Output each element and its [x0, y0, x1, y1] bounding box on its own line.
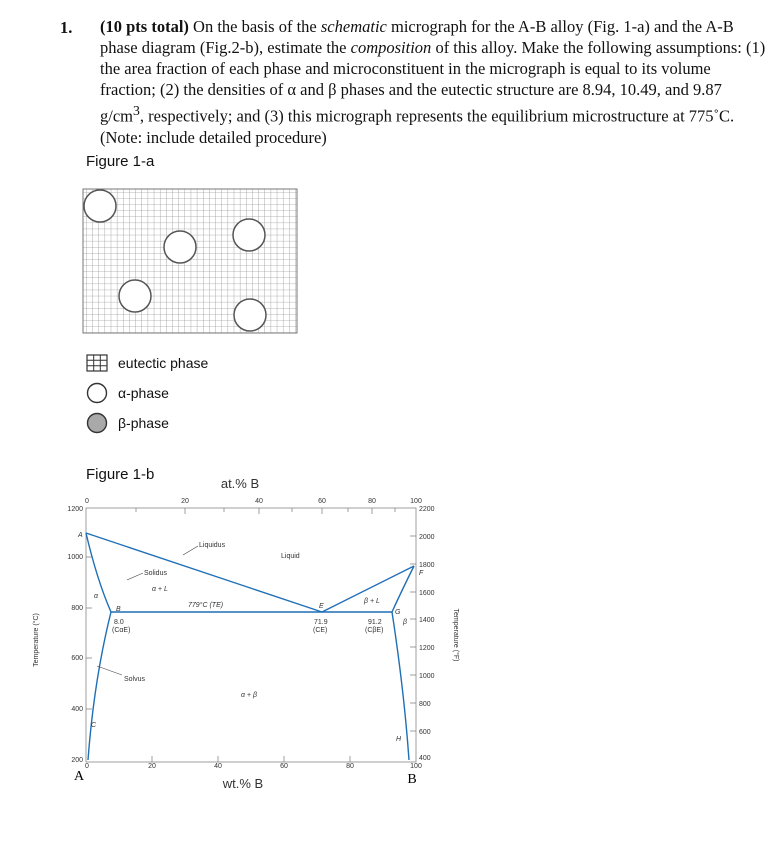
left-axis-title: Temperature (°C)	[33, 613, 40, 667]
c-alpha-e-label: (CαE)	[112, 627, 131, 634]
question-text-part: micrograph for the A-B alloy (Fig. 1-a) and the A-B phase diagram (Fig.2-b), estimate the	[100, 17, 734, 57]
point-e-label: E	[319, 603, 324, 610]
figure-1a-label: Figure 1-a	[86, 153, 155, 170]
alpha-particle	[84, 190, 116, 222]
point-g-label: G	[395, 609, 401, 616]
right-tick-label: 1600	[419, 590, 435, 597]
question-superscript: 3	[133, 103, 140, 118]
question-points: (10 pts total)	[100, 17, 189, 36]
right-tick-label: 1800	[419, 562, 435, 569]
top-axis-title: at.% B	[220, 476, 260, 491]
diagram-labels	[77, 532, 424, 743]
top-tick-label: 40	[255, 498, 263, 505]
right-tick-marks	[410, 536, 416, 731]
top-tick-label: 0	[85, 498, 89, 505]
right-tick-label: 1000	[419, 673, 435, 680]
region-beta-liquid-label: β + L	[364, 598, 380, 605]
question-text-part: On the basis of the	[188, 17, 321, 36]
top-tick-label: 100	[410, 498, 422, 505]
point-a-label: A	[78, 532, 83, 539]
eutectic-temp-label: 779°C (TE)	[188, 602, 224, 609]
legend-eutectic	[86, 354, 208, 372]
right-ticks	[419, 506, 435, 762]
left-tick-label: 1000	[67, 554, 83, 561]
c-beta-e-value: 91.2	[368, 619, 382, 626]
left-tick-label: 800	[71, 605, 83, 612]
right-tick-label: 2200	[419, 506, 435, 513]
top-tick-label: 20	[181, 498, 189, 505]
top-tick-label: 80	[368, 498, 376, 505]
bottom-ticks	[85, 763, 422, 770]
c-beta-e-label: (CβE)	[365, 627, 384, 634]
bottom-axis-title: wt.% B	[222, 776, 264, 791]
plot-frame	[86, 508, 416, 762]
bottom-tick-label: 60	[280, 763, 288, 770]
bottom-tick-label: 100	[410, 763, 422, 770]
c-e-label: (CE)	[313, 627, 328, 634]
solvus-label: Solvus	[124, 676, 146, 683]
liquidus-label: Liquidus	[199, 542, 226, 549]
legend-alpha	[86, 382, 169, 404]
bottom-tick-label: 20	[148, 763, 156, 770]
left-tick-label: 200	[71, 757, 83, 764]
open-circle-icon	[86, 382, 108, 404]
grid-swatch-icon	[86, 354, 108, 372]
alpha-particle	[234, 299, 266, 331]
solidus-right	[392, 566, 414, 612]
question-text-part: of this alloy. Make the following assumptions: (1) the area fraction of each phase and microconstituent in the micrograph is equal to its volume fraction; (2) the densities of α and β phases and the eutectic structure are 8.94, 10.49, and 9.87 g/cm	[100, 38, 766, 126]
left-tick-label: 1200	[67, 506, 83, 513]
legend-beta	[86, 412, 169, 434]
question-text-italic: schematic	[320, 17, 387, 36]
right-tick-label: 2000	[419, 534, 435, 541]
bottom-tick-label: 80	[346, 763, 354, 770]
legend-eutectic-text: eutectic phase	[118, 355, 209, 371]
region-alpha-beta-label: α + β	[241, 692, 257, 699]
alpha-particle	[119, 280, 151, 312]
question-text-italic: composition	[350, 38, 432, 57]
component-b-label: B	[407, 772, 417, 787]
top-tick-marks	[136, 508, 395, 514]
top-ticks	[85, 498, 422, 505]
solidus-label: Solidus	[144, 570, 167, 577]
left-tick-marks	[86, 557, 92, 709]
liquid-label: Liquid	[281, 553, 300, 560]
component-a-label: A	[73, 769, 85, 784]
question-text	[100, 16, 768, 148]
question-text-part: , respectively; and (3) this micrograph represents the equilibrium microstructure at 775˚C. (Note: include detailed procedure)	[100, 106, 735, 147]
point-f-label: F	[419, 570, 424, 577]
legend-beta-text: β-phase	[118, 415, 169, 431]
phase-diagram	[0, 470, 782, 800]
bottom-tick-label: 40	[214, 763, 222, 770]
right-tick-label: 800	[419, 701, 431, 708]
point-h-label: H	[396, 736, 402, 743]
top-tick-label: 60	[318, 498, 326, 505]
point-c-label: C	[91, 722, 97, 729]
legend-alpha-text: α-phase	[118, 385, 169, 401]
phase-boundaries	[86, 533, 414, 760]
gray-circle-icon	[86, 412, 108, 434]
c-e-value: 71.9	[314, 619, 328, 626]
right-tick-label: 600	[419, 729, 431, 736]
region-alpha-label: α	[94, 593, 98, 600]
left-tick-label: 400	[71, 706, 83, 713]
region-beta-label: β	[403, 619, 407, 626]
bottom-tick-label: 0	[85, 763, 89, 770]
right-tick-label: 400	[419, 755, 431, 762]
figure-1b-label: Figure 1-b	[86, 466, 155, 483]
solvus-left	[88, 612, 111, 760]
liquidus-right	[322, 566, 414, 612]
alpha-particle	[233, 219, 265, 251]
micrograph-figure	[80, 186, 300, 336]
right-axis-title: Temperature (°F)	[452, 608, 459, 662]
left-ticks	[67, 506, 83, 764]
c-alpha-e-value: 8.0	[114, 619, 124, 626]
bottom-tick-marks	[152, 756, 350, 762]
question-number: 1.	[60, 18, 73, 37]
region-alpha-liquid-label: α + L	[152, 586, 168, 593]
right-tick-label: 1400	[419, 617, 435, 624]
right-tick-label: 1200	[419, 645, 435, 652]
left-tick-label: 600	[71, 655, 83, 662]
point-b-label: B	[116, 606, 121, 613]
solidus-left	[86, 533, 111, 612]
alpha-particle	[164, 231, 196, 263]
